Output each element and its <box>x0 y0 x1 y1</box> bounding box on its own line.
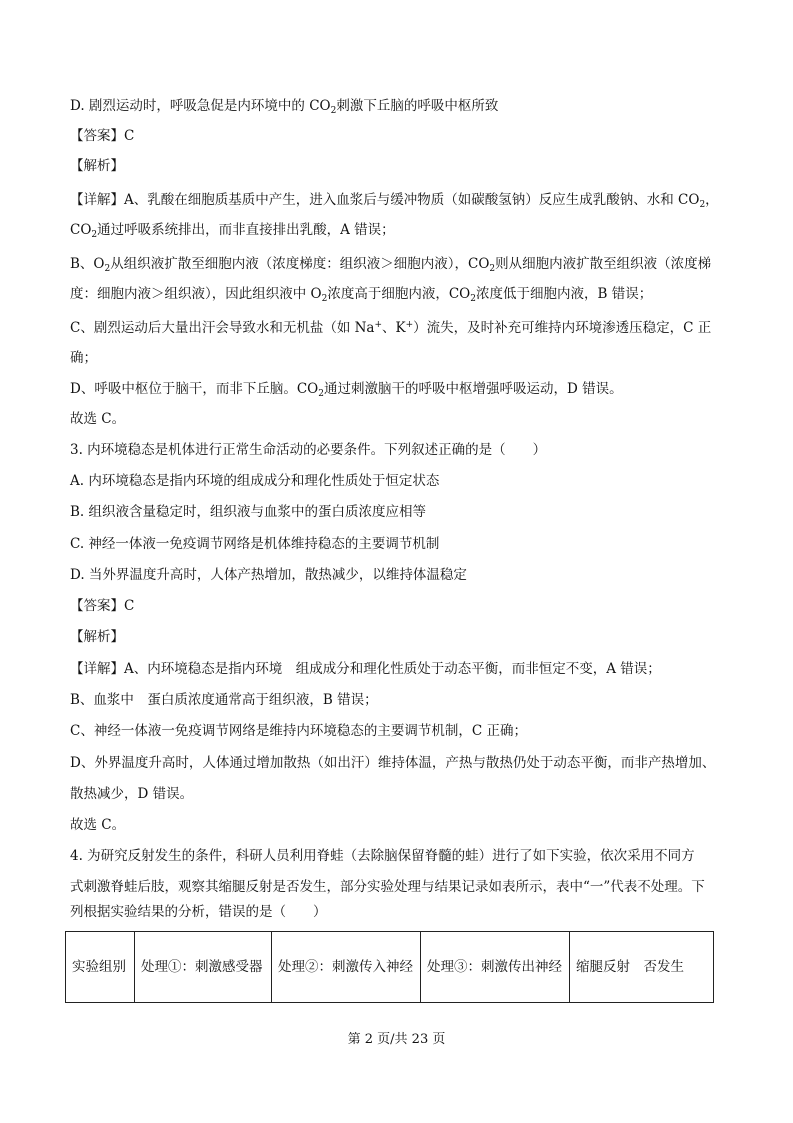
text-run: 浓度低于细胞内液，B 错误； <box>475 286 653 302</box>
text-run: C. 神经一体液一免疫调节网络是机体维持稳态的主要调节机制 <box>70 536 440 552</box>
table-header-group: 实验组别 <box>66 932 135 1003</box>
text-line <box>70 156 124 176</box>
text-run: CO <box>70 222 92 238</box>
text-run: 【答案】C <box>70 128 135 144</box>
text-run: 【详解】A、乳酸在细胞质基质中产生，进入血浆后与缓冲物质（如碳酸氢钠）反应生成乳酸钠、水和 CO <box>70 192 700 208</box>
text-line <box>70 220 395 242</box>
text-line <box>70 690 378 710</box>
table-header-treatment-3: 处理③：刺激传出神经 <box>421 932 570 1003</box>
text-run: 【解析】 <box>70 629 124 645</box>
superscript: + <box>405 320 414 330</box>
text-run: 度：细胞内液＞组织液），因此组织液中 O <box>70 286 322 302</box>
text-run: 【解析】 <box>70 158 124 174</box>
text-run: 浓度高于细胞内液，CO <box>327 286 471 302</box>
text-run: C、剧烈运动后大量出汗会导致水和无机盐（如 Na <box>70 320 375 336</box>
text-run: 确； <box>70 350 97 366</box>
text-run: 则从细胞内液扩散至组织液（浓度梯 <box>495 256 712 272</box>
text-run: D. 当外界温度升高时，人体产热增加，散热减少，以维持体温稳定 <box>70 567 467 583</box>
subscript: 2 <box>470 294 476 304</box>
text-run: 列根据实验结果的分析，错误的是（ ） <box>70 904 327 920</box>
text-run: 通过刺激脑干的呼吸中枢增强呼吸运动，D 错误。 <box>323 381 623 397</box>
subscript: 2 <box>104 264 111 274</box>
text-line <box>70 409 125 429</box>
text-run: C、神经一体液一免疫调节网络是维持内环境稳态的主要调节机制，C 正确； <box>70 723 527 739</box>
text-run: B、血浆中 蛋白质浓度通常高于组织液，B 错误； <box>70 692 378 708</box>
text-run: 【详解】A、内环境稳态是指内环境 组成成分和理化性质处于动态平衡，而非恒定不变，A 错误； <box>70 661 661 677</box>
subscript: 2 <box>489 264 496 274</box>
text-run: 、K <box>382 320 406 336</box>
text-line <box>70 126 134 146</box>
text-line <box>70 440 546 460</box>
table-header-row <box>66 932 714 1003</box>
text-line <box>70 815 125 835</box>
subscript: 2 <box>318 389 324 399</box>
subscript: 2 <box>321 294 328 304</box>
text-line <box>70 784 193 804</box>
text-line <box>70 534 439 554</box>
text-run: 故选 C。 <box>70 817 126 833</box>
text-line <box>70 284 652 306</box>
text-run: 4. 为研究反射发生的条件，科研人员利用脊蛙（去除脑保留脊髓的蛙）进行了如下实验，依次采用不同方 <box>70 848 695 864</box>
text-run: 刺激下丘脑的呼吸中枢所致 <box>336 98 499 114</box>
experiment-table <box>65 931 714 1003</box>
subscript: 2 <box>330 106 337 116</box>
superscript: + <box>374 320 383 330</box>
text-line <box>70 318 711 340</box>
text-run: D. 剧烈运动时，呼吸急促是内环境中的 CO <box>70 98 331 114</box>
text-run: 故选 C。 <box>70 411 126 427</box>
text-run: ， <box>705 192 719 208</box>
text-line <box>70 254 711 276</box>
text-line <box>70 846 695 866</box>
text-run: ）流失，及时补充可维持内环境渗透压稳定，C 正 <box>413 320 712 336</box>
page-footer: 第 2 页/共 23 页 <box>347 1032 446 1047</box>
text-run: 式刺激脊蛙后肢，观察其缩腿反射是否发生，部分实验处理与结果记录如表所示，表中“一”代表不处理。下 <box>70 879 705 895</box>
text-run: A. 内环境稳态是指内环境的组成成分和理化性质处于恒定状态 <box>70 473 440 489</box>
text-run: 3. 内环境稳态是机体进行正常生命活动的必要条件。下列叙述正确的是（ ） <box>70 442 547 458</box>
text-line <box>70 190 719 212</box>
table-header-treatment-1: 处理①：刺激感受器 <box>135 932 272 1003</box>
text-line <box>70 471 439 491</box>
text-line <box>70 596 134 616</box>
text-line <box>70 753 715 773</box>
text-run: 散热减少，D 错误。 <box>70 786 194 802</box>
text-line <box>70 721 527 741</box>
text-line <box>70 379 623 401</box>
text-line <box>70 96 498 118</box>
subscript: 2 <box>91 230 98 240</box>
table-header-treatment-2: 处理②：刺激传入神经 <box>272 932 421 1003</box>
text-line <box>70 502 426 522</box>
text-run: B. 组织液含量稳定时，组织液与血浆中的蛋白质浓度应相等 <box>70 504 427 520</box>
text-line <box>70 877 705 897</box>
text-line <box>70 565 467 585</box>
text-run: 通过呼吸系统排出，而非直接排出乳酸，A 错误； <box>97 222 395 238</box>
text-run: 【答案】C <box>70 598 135 614</box>
text-line <box>70 627 124 647</box>
text-line <box>70 659 661 679</box>
text-run: D、外界温度升高时，人体通过增加散热（如出汗）维持体温，产热与散热仍处于动态平衡，而非产热增加、 <box>70 755 716 771</box>
table-header-result: 缩腿反射 否发生 <box>570 932 714 1003</box>
text-run: D、呼吸中枢位于脑干，而非下丘脑。CO <box>70 381 319 397</box>
text-line <box>70 348 97 368</box>
text-run: B、O <box>70 256 105 272</box>
text-line <box>70 902 327 922</box>
subscript: 2 <box>699 200 706 210</box>
text-run: 从组织液扩散至细胞内液（浓度梯度：组织液＞细胞内液），CO <box>110 256 490 272</box>
